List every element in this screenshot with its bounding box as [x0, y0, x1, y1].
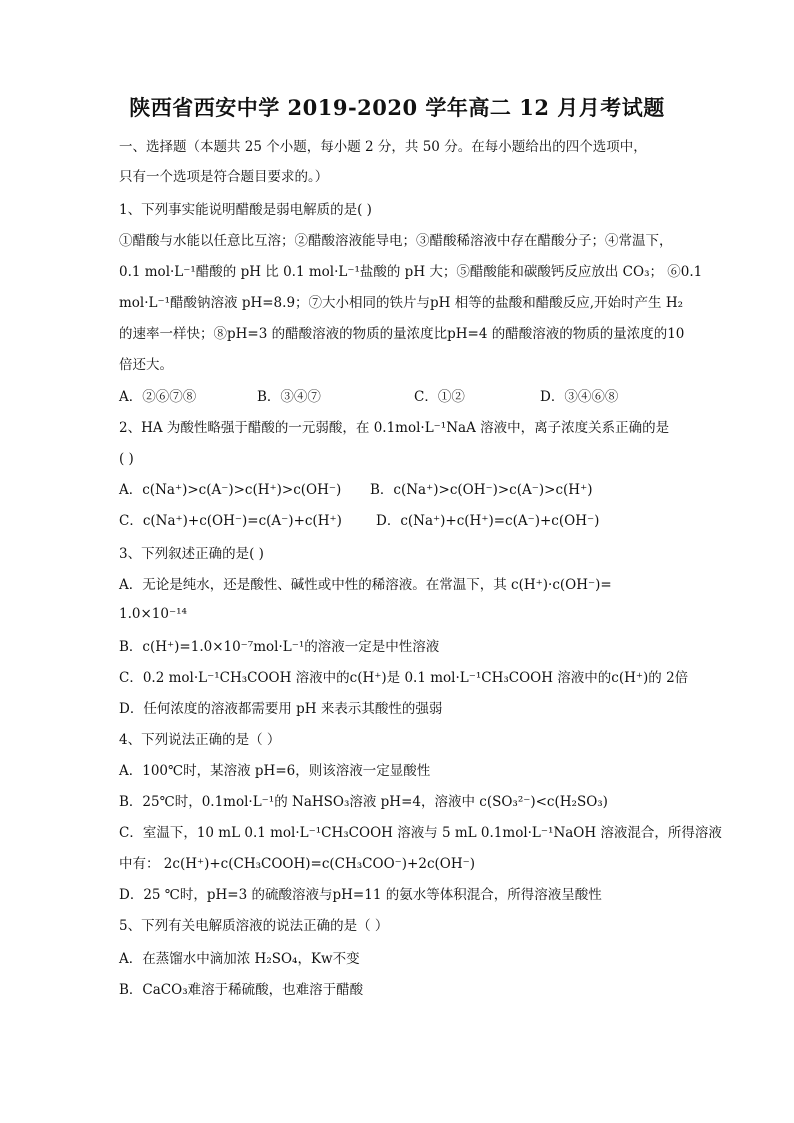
- text-line: B．CaCO₃难溶于稀硫酸，也难溶于醋酸: [119, 982, 364, 998]
- answer-option: D．c(Na⁺)+c(H⁺)=c(A⁻)+c(OH⁻): [376, 513, 600, 529]
- answer-option: B．c(Na⁺)>c(OH⁻)>c(A⁻)>c(H⁺): [370, 482, 593, 498]
- answer-option: B．③④⑦: [257, 389, 321, 405]
- text-line: 3、下列叙述正确的是( ): [119, 546, 264, 562]
- page-title: 陕西省西安中学 2019-2020 学年高二 12 月月考试题: [129, 95, 665, 120]
- answer-option: C．①②: [414, 389, 465, 405]
- text-line: A．在蒸馏水中滴加浓 H₂SO₄，Kw不变: [119, 951, 360, 967]
- text-line: mol·L⁻¹醋酸钠溶液 pH=8.9；⑦大小相同的铁片与pH 相等的盐酸和醋酸反应,开始时产生 H₂: [119, 295, 683, 311]
- text-line: 中有： 2c(H⁺)+c(CH₃COOH)=c(CH₃COO⁻)+2c(OH⁻): [119, 856, 476, 872]
- text-line: A．无论是纯水，还是酸性、碱性或中性的稀溶液。在常温下，其 c(H⁺)·c(OH⁻)=: [119, 577, 612, 593]
- text-line: C．0.2 mol·L⁻¹CH₃COOH 溶液中的c(H⁺)是 0.1 mol·L⁻¹CH₃COOH 溶液中的c(H⁺)的 2倍: [119, 670, 689, 686]
- text-line: ①醋酸与水能以任意比互溶；②醋酸溶液能导电；③醋酸稀溶液中存在醋酸分子；④常温下，: [119, 233, 673, 249]
- text-line: 一、选择题（本题共 25 个小题，每小题 2 分，共 50 分。在每小题给出的四个选项中，: [119, 139, 647, 155]
- answer-option: A．c(Na⁺)>c(A⁻)>c(H⁺)>c(OH⁻): [119, 482, 342, 498]
- text-line: 只有一个选项是符合题目要求的。）: [119, 169, 329, 185]
- text-line: 1、下列事实能说明醋酸是弱电解质的是( ): [119, 202, 372, 218]
- text-line: 5、下列有关电解质溶液的说法正确的是（ ）: [119, 918, 389, 934]
- text-line: 4、下列说法正确的是（ ）: [119, 732, 281, 748]
- text-line: 2、HA 为酸性略强于醋酸的一元弱酸，在 0.1mol·L⁻¹NaA 溶液中，离子浓度关系正确的是: [119, 420, 670, 436]
- answer-option: C．c(Na⁺)+c(OH⁻)=c(A⁻)+c(H⁺): [119, 513, 342, 529]
- text-line: ( ): [119, 451, 134, 467]
- text-line: B．25℃时，0.1mol·L⁻¹的 NaHSO₃溶液 pH=4，溶液中 c(SO₃²⁻)<c(H₂SO₃): [119, 794, 608, 810]
- text-line: B．c(H⁺)=1.0×10⁻⁷mol·L⁻¹的溶液一定是中性溶液: [119, 639, 440, 655]
- text-line: 倍还大。: [119, 357, 173, 373]
- text-line: A．100℃时，某溶液 pH=6，则该溶液一定显酸性: [119, 763, 431, 779]
- text-line: 0.1 mol·L⁻¹醋酸的 pH 比 0.1 mol·L⁻¹盐酸的 pH 大；⑤醋酸能和碳酸钙反应放出 CO₃； ⑥0.1: [119, 264, 703, 280]
- answer-option: D．③④⑥⑧: [540, 389, 619, 405]
- answer-option: A．②⑥⑦⑧: [119, 389, 197, 405]
- text-line: 1.0×10⁻¹⁴: [119, 606, 187, 622]
- text-line: D．25 ℃时，pH=3 的硫酸溶液与pH=11 的氨水等体积混合，所得溶液呈酸性: [119, 887, 602, 903]
- text-line: D．任何浓度的溶液都需要用 pH 来表示其酸性的强弱: [119, 701, 443, 717]
- text-line: C．室温下，10 mL 0.1 mol·L⁻¹CH₃COOH 溶液与 5 mL 0.1mol·L⁻¹NaOH 溶液混合，所得溶液: [119, 825, 722, 841]
- text-line: 的速率一样快；⑧pH=3 的醋酸溶液的物质的量浓度比pH=4 的醋酸溶液的物质的量浓度的10: [119, 326, 685, 342]
